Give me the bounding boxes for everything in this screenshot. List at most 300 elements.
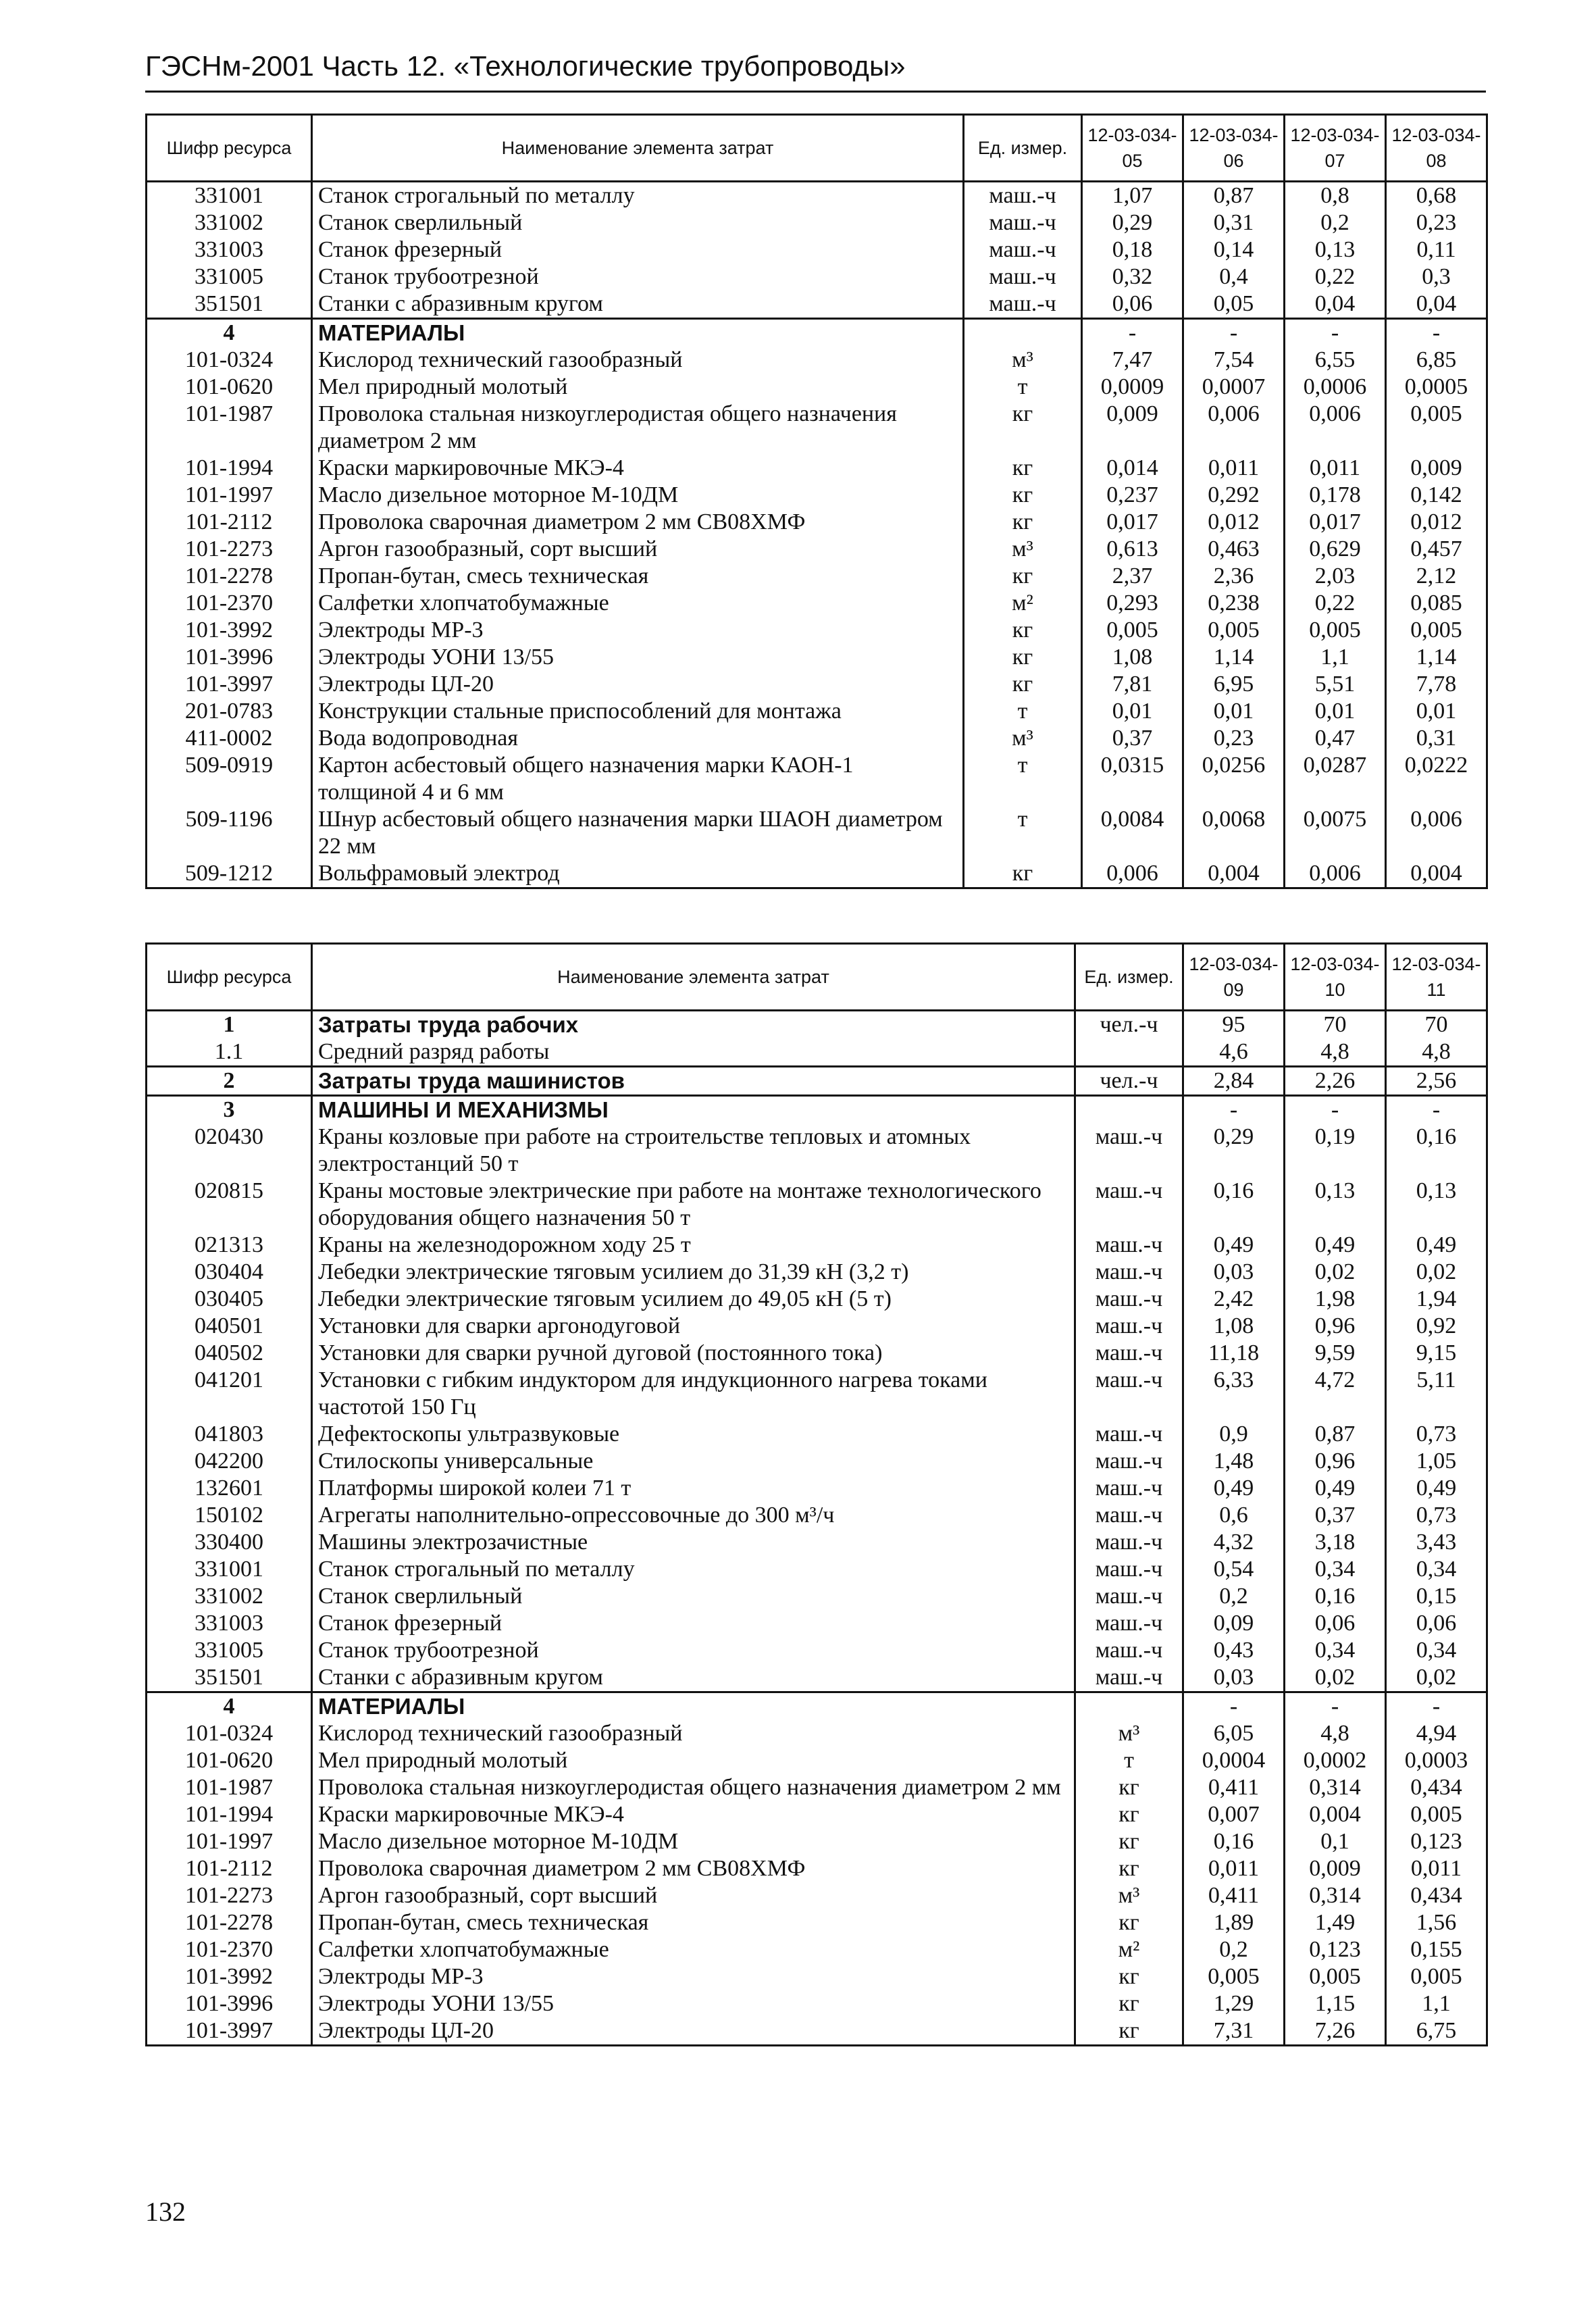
resource-value: 0,293 xyxy=(1082,590,1183,617)
resource-value: 0,49 xyxy=(1183,1475,1285,1502)
resource-unit: маш.-ч xyxy=(1075,1529,1183,1556)
resource-name: Салфетки хлопчатобумажные xyxy=(312,590,964,617)
resource-value: 0,04 xyxy=(1386,291,1487,319)
header-code: Шифр ресурса xyxy=(147,944,312,1011)
resource-unit: кг xyxy=(1075,1909,1183,1936)
page-number: 132 xyxy=(145,2196,186,2227)
resource-code: 101-1994 xyxy=(147,455,312,482)
table-row xyxy=(147,806,1487,860)
table-row xyxy=(147,1529,1487,1556)
resource-value: 0,006 xyxy=(1183,401,1285,455)
resource-value: 0,43 xyxy=(1183,1637,1285,1664)
resource-unit: м³ xyxy=(964,536,1082,563)
table-row xyxy=(147,1583,1487,1610)
resource-value: 0,87 xyxy=(1285,1421,1386,1448)
resource-value: 0,005 xyxy=(1386,617,1487,644)
table-row xyxy=(147,1882,1487,1909)
table-row xyxy=(147,1502,1487,1529)
resource-unit: маш.-ч xyxy=(1075,1502,1183,1529)
resource-value: 70 xyxy=(1386,1011,1487,1039)
resource-code: 101-0324 xyxy=(147,1720,312,1747)
resource-name: МАТЕРИАЛЫ xyxy=(312,319,964,347)
resource-code: 330400 xyxy=(147,1529,312,1556)
resource-unit: кг xyxy=(964,563,1082,590)
resource-name: Салфетки хлопчатобумажные xyxy=(312,1936,1075,1963)
resource-name: Средний разряд работы xyxy=(312,1038,1075,1067)
resource-value: 1,56 xyxy=(1386,1909,1487,1936)
resource-value: 0,006 xyxy=(1285,401,1386,455)
resource-name: Дефектоскопы ультразвуковые xyxy=(312,1421,1075,1448)
table-row xyxy=(147,752,1487,806)
resource-unit: маш.-ч xyxy=(1075,1637,1183,1664)
resource-value: - xyxy=(1183,1692,1285,1721)
resource-unit: кг xyxy=(964,509,1082,536)
resource-unit: маш.-ч xyxy=(1075,1313,1183,1340)
resource-value: 0,13 xyxy=(1386,1178,1487,1232)
resource-name: Мел природный молотый xyxy=(312,374,964,401)
resource-name: Установки для сварки аргонодуговой xyxy=(312,1313,1075,1340)
resource-unit: кг xyxy=(1075,1990,1183,2017)
resource-code: 101-1987 xyxy=(147,401,312,455)
table-row xyxy=(147,1855,1487,1882)
resource-name: Краны козловые при работе на строительстве тепловых и атомных электростанций 50 т xyxy=(312,1124,1075,1178)
resource-value: 1,1 xyxy=(1386,1990,1487,2017)
table-row xyxy=(147,536,1487,563)
resource-value: 2,12 xyxy=(1386,563,1487,590)
table-row xyxy=(147,263,1487,291)
table-row xyxy=(147,1801,1487,1828)
table-row xyxy=(147,1720,1487,1747)
resource-name: Аргон газообразный, сорт высший xyxy=(312,536,964,563)
resource-value: 1,07 xyxy=(1082,182,1183,210)
header-code: Шифр ресурса xyxy=(147,115,312,182)
table-header-row xyxy=(147,115,1487,182)
resource-name: Электроды УОНИ 13/55 xyxy=(312,1990,1075,2017)
resource-value: 70 xyxy=(1285,1011,1386,1039)
resource-code: 101-1987 xyxy=(147,1774,312,1801)
resource-value: 0,004 xyxy=(1183,860,1285,888)
page-header: ГЭСНм-2001 Часть 12. «Технологические трубопроводы» xyxy=(145,47,1486,93)
resource-value: 2,56 xyxy=(1386,1067,1487,1096)
resource-value: 0,49 xyxy=(1285,1232,1386,1259)
resource-value: 5,11 xyxy=(1386,1367,1487,1421)
resource-code: 351501 xyxy=(147,1664,312,1692)
table-row xyxy=(147,1286,1487,1313)
header-norm-code: 12-03-034-09 xyxy=(1183,944,1285,1011)
resource-value: 1,08 xyxy=(1082,644,1183,671)
resource-value: 0,37 xyxy=(1285,1502,1386,1529)
resource-unit: м² xyxy=(964,590,1082,617)
resource-unit: кг xyxy=(964,671,1082,698)
resource-value: 0,014 xyxy=(1082,455,1183,482)
resource-unit: кг xyxy=(964,617,1082,644)
resource-value: 0,05 xyxy=(1183,291,1285,319)
resource-unit xyxy=(1075,1038,1183,1067)
resource-unit: маш.-ч xyxy=(1075,1475,1183,1502)
resource-code: 4 xyxy=(147,1692,312,1721)
resource-unit: маш.-ч xyxy=(1075,1610,1183,1637)
resource-value: 0,0068 xyxy=(1183,806,1285,860)
table-row xyxy=(147,209,1487,236)
resource-code: 101-2273 xyxy=(147,536,312,563)
resource-unit: маш.-ч xyxy=(1075,1124,1183,1178)
resource-name: Пропан-бутан, смесь техническая xyxy=(312,563,964,590)
resource-code: 021313 xyxy=(147,1232,312,1259)
table-row xyxy=(147,1692,1487,1721)
resource-value: 1,14 xyxy=(1386,644,1487,671)
resource-value: 0,005 xyxy=(1386,401,1487,455)
resource-value: 95 xyxy=(1183,1011,1285,1039)
resource-value: 0,49 xyxy=(1183,1232,1285,1259)
resource-value: 0,1 xyxy=(1285,1828,1386,1855)
resource-value: 0,16 xyxy=(1183,1828,1285,1855)
resource-code: 040501 xyxy=(147,1313,312,1340)
resource-code: 101-1994 xyxy=(147,1801,312,1828)
resource-value: 0,9 xyxy=(1183,1421,1285,1448)
resource-value: 0,3 xyxy=(1386,263,1487,291)
resource-code: 030404 xyxy=(147,1259,312,1286)
table-row xyxy=(147,1963,1487,1990)
resource-name: Проволока стальная низкоуглеродистая общего назначения диаметром 2 мм xyxy=(312,1774,1075,1801)
resource-value: 0,01 xyxy=(1183,698,1285,725)
resource-unit: м³ xyxy=(1075,1720,1183,1747)
resource-unit: чел.-ч xyxy=(1075,1067,1183,1096)
resource-code: 101-3992 xyxy=(147,1963,312,1990)
resource-name: Электроды МР-3 xyxy=(312,617,964,644)
resource-unit: чел.-ч xyxy=(1075,1011,1183,1039)
resource-value: 1,94 xyxy=(1386,1286,1487,1313)
resource-value: 0,09 xyxy=(1183,1610,1285,1637)
resource-name: Затраты труда рабочих xyxy=(312,1011,1075,1039)
resource-unit: кг xyxy=(964,482,1082,509)
resource-value: 0,49 xyxy=(1386,1475,1487,1502)
table-row xyxy=(147,319,1487,347)
resource-value: 1,29 xyxy=(1183,1990,1285,2017)
resource-value: 0,178 xyxy=(1285,482,1386,509)
resource-value: 4,6 xyxy=(1183,1038,1285,1067)
resource-code: 509-1196 xyxy=(147,806,312,860)
resource-name: Станок фрезерный xyxy=(312,236,964,263)
resource-unit: м³ xyxy=(964,347,1082,374)
resource-value: 0,31 xyxy=(1183,209,1285,236)
resource-value: 7,26 xyxy=(1285,2017,1386,2046)
resource-name: Электроды ЦЛ-20 xyxy=(312,671,964,698)
resource-code: 030405 xyxy=(147,1286,312,1313)
resource-value: 0,22 xyxy=(1285,263,1386,291)
resource-value: 1,98 xyxy=(1285,1286,1386,1313)
table-row xyxy=(147,374,1487,401)
resource-value: 0,314 xyxy=(1285,1774,1386,1801)
resource-unit: маш.-ч xyxy=(1075,1664,1183,1692)
resource-unit: т xyxy=(964,374,1082,401)
resource-value: 0,005 xyxy=(1183,617,1285,644)
header-unit: Ед. измер. xyxy=(964,115,1082,182)
resource-unit: кг xyxy=(964,455,1082,482)
resource-code: 101-2273 xyxy=(147,1882,312,1909)
header-name: Наименование элемента затрат xyxy=(312,944,1075,1011)
table-row xyxy=(147,725,1487,752)
resource-name: Проволока стальная низкоуглеродистая общего назначения диаметром 2 мм xyxy=(312,401,964,455)
resource-value: 0,4 xyxy=(1183,263,1285,291)
resource-value: 4,8 xyxy=(1285,1720,1386,1747)
header-norm-code: 12-03-034-11 xyxy=(1386,944,1487,1011)
resource-value: 0,0005 xyxy=(1386,374,1487,401)
resource-value: 0,629 xyxy=(1285,536,1386,563)
table-row xyxy=(147,644,1487,671)
resource-value: 1,15 xyxy=(1285,1990,1386,2017)
resource-name: Агрегаты наполнительно-опрессовочные до 300 м³/ч xyxy=(312,1502,1075,1529)
resource-value: 1,49 xyxy=(1285,1909,1386,1936)
resource-code: 020430 xyxy=(147,1124,312,1178)
resource-unit: маш.-ч xyxy=(1075,1259,1183,1286)
table-row xyxy=(147,1828,1487,1855)
resource-value: 0,238 xyxy=(1183,590,1285,617)
resource-value: 6,75 xyxy=(1386,2017,1487,2046)
resource-name: Стилоскопы универсальные xyxy=(312,1448,1075,1475)
resource-value: 0,005 xyxy=(1386,1801,1487,1828)
resource-value: 0,005 xyxy=(1285,617,1386,644)
resource-name: Станок трубоотрезной xyxy=(312,263,964,291)
resource-value: 0,006 xyxy=(1082,860,1183,888)
resource-value: 0,2 xyxy=(1183,1936,1285,1963)
resource-value: 0,0006 xyxy=(1285,374,1386,401)
resource-value: 0,23 xyxy=(1183,725,1285,752)
resource-value: 2,03 xyxy=(1285,563,1386,590)
resource-code: 331003 xyxy=(147,236,312,263)
table-row xyxy=(147,1664,1487,1692)
header-norm-code: 12-03-034-06 xyxy=(1183,115,1285,182)
resource-name: МАТЕРИАЛЫ xyxy=(312,1692,1075,1721)
resource-value: 0,29 xyxy=(1183,1124,1285,1178)
resource-code: 101-2370 xyxy=(147,590,312,617)
resource-value: 0,49 xyxy=(1386,1232,1487,1259)
resource-name: Краны на железнодорожном ходу 25 т xyxy=(312,1232,1075,1259)
resource-value: 6,05 xyxy=(1183,1720,1285,1747)
resource-value: 0,463 xyxy=(1183,536,1285,563)
resource-code: 3 xyxy=(147,1096,312,1124)
resource-name: Краски маркировочные МКЭ-4 xyxy=(312,455,964,482)
table-row xyxy=(147,482,1487,509)
table-row xyxy=(147,2017,1487,2046)
resource-unit xyxy=(1075,1692,1183,1721)
resource-value: 0,0009 xyxy=(1082,374,1183,401)
resource-value: 0,34 xyxy=(1386,1556,1487,1583)
resource-value: - xyxy=(1285,319,1386,347)
resource-table-2 xyxy=(145,942,1488,2046)
resource-name: Краны мостовые электрические при работе на монтаже технологического оборудования общего назначения 50 т xyxy=(312,1178,1075,1232)
resource-unit: маш.-ч xyxy=(964,263,1082,291)
resource-value: 7,54 xyxy=(1183,347,1285,374)
resource-value: 0,0222 xyxy=(1386,752,1487,806)
resource-value: 0,11 xyxy=(1386,236,1487,263)
resource-code: 201-0783 xyxy=(147,698,312,725)
resource-value: 0,0007 xyxy=(1183,374,1285,401)
resource-code: 101-0620 xyxy=(147,374,312,401)
resource-code: 1 xyxy=(147,1011,312,1039)
resource-name: Конструкции стальные приспособлений для монтажа xyxy=(312,698,964,725)
resource-value: 4,8 xyxy=(1386,1038,1487,1067)
resource-value: 0,0002 xyxy=(1285,1747,1386,1774)
resource-value: 2,36 xyxy=(1183,563,1285,590)
resource-value: 3,43 xyxy=(1386,1529,1487,1556)
resource-name: Аргон газообразный, сорт высший xyxy=(312,1882,1075,1909)
resource-name: Электроды МР-3 xyxy=(312,1963,1075,1990)
header-norm-code: 12-03-034-07 xyxy=(1285,115,1386,182)
resource-value: 4,94 xyxy=(1386,1720,1487,1747)
resource-unit: т xyxy=(964,752,1082,806)
resource-value: 0,613 xyxy=(1082,536,1183,563)
resource-value: 0,96 xyxy=(1285,1448,1386,1475)
resource-value: 0,142 xyxy=(1386,482,1487,509)
resource-value: 0,54 xyxy=(1183,1556,1285,1583)
table-row xyxy=(147,1936,1487,1963)
resource-value: 0,005 xyxy=(1285,1963,1386,1990)
resource-unit: маш.-ч xyxy=(1075,1367,1183,1421)
resource-value: 2,37 xyxy=(1082,563,1183,590)
resource-value: 5,51 xyxy=(1285,671,1386,698)
resource-value: 0,457 xyxy=(1386,536,1487,563)
resource-code: 331002 xyxy=(147,209,312,236)
resource-name: Установки с гибким индуктором для индукционного нагрева токами частотой 150 Гц xyxy=(312,1367,1075,1421)
resource-value: 6,95 xyxy=(1183,671,1285,698)
resource-code: 101-3997 xyxy=(147,2017,312,2046)
resource-value: 1,89 xyxy=(1183,1909,1285,1936)
resource-value: 0,8 xyxy=(1285,182,1386,210)
resource-name: Станок сверлильный xyxy=(312,209,964,236)
resource-unit: кг xyxy=(964,860,1082,888)
resource-value: 0,04 xyxy=(1285,291,1386,319)
resource-value: 0,009 xyxy=(1082,401,1183,455)
resource-code: 101-1997 xyxy=(147,482,312,509)
resource-value: 1,08 xyxy=(1183,1313,1285,1340)
resource-value: 6,55 xyxy=(1285,347,1386,374)
resource-code: 041803 xyxy=(147,1421,312,1448)
resource-value: 0,06 xyxy=(1386,1610,1487,1637)
resource-value: 0,017 xyxy=(1082,509,1183,536)
resource-unit: кг xyxy=(1075,2017,1183,2046)
resource-value: 0,32 xyxy=(1082,263,1183,291)
resource-value: 2,42 xyxy=(1183,1286,1285,1313)
resource-value: 0,29 xyxy=(1082,209,1183,236)
resource-code: 101-2278 xyxy=(147,563,312,590)
resource-value: 0,004 xyxy=(1285,1801,1386,1828)
resource-value: 0,007 xyxy=(1183,1801,1285,1828)
resource-value: 0,03 xyxy=(1183,1664,1285,1692)
table-row xyxy=(147,1259,1487,1286)
resource-unit: маш.-ч xyxy=(964,236,1082,263)
resource-value: 0,34 xyxy=(1386,1637,1487,1664)
resource-value: 0,006 xyxy=(1285,860,1386,888)
resource-value: 0,017 xyxy=(1285,509,1386,536)
resource-unit: маш.-ч xyxy=(1075,1232,1183,1259)
resource-value: 0,0075 xyxy=(1285,806,1386,860)
table-row xyxy=(147,509,1487,536)
table-row xyxy=(147,1990,1487,2017)
table-row xyxy=(147,1340,1487,1367)
table-row xyxy=(147,698,1487,725)
resource-code: 040502 xyxy=(147,1340,312,1367)
resource-value: 0,13 xyxy=(1285,236,1386,263)
table-row xyxy=(147,1448,1487,1475)
table-row xyxy=(147,1421,1487,1448)
resource-code: 411-0002 xyxy=(147,725,312,752)
resource-name: Картон асбестовый общего назначения марки КАОН-1 толщиной 4 и 6 мм xyxy=(312,752,964,806)
resource-value: 9,15 xyxy=(1386,1340,1487,1367)
resource-code: 020815 xyxy=(147,1178,312,1232)
resource-code: 101-1997 xyxy=(147,1828,312,1855)
resource-value: 0,18 xyxy=(1082,236,1183,263)
resource-value: 0,87 xyxy=(1183,182,1285,210)
table-row xyxy=(147,860,1487,888)
resource-value: 0,006 xyxy=(1386,806,1487,860)
table-row xyxy=(147,1124,1487,1178)
resource-value: 9,59 xyxy=(1285,1340,1386,1367)
resource-value: 0,005 xyxy=(1183,1963,1285,1990)
table-row xyxy=(147,1637,1487,1664)
resource-name: Шнур асбестовый общего назначения марки ШАОН диаметром 22 мм xyxy=(312,806,964,860)
resource-unit: маш.-ч xyxy=(1075,1178,1183,1232)
resource-name: Станок сверлильный xyxy=(312,1583,1075,1610)
resource-value: 0,68 xyxy=(1386,182,1487,210)
resource-code: 1.1 xyxy=(147,1038,312,1067)
resource-code: 509-1212 xyxy=(147,860,312,888)
resource-value: 0,434 xyxy=(1386,1774,1487,1801)
resource-value: 0,085 xyxy=(1386,590,1487,617)
resource-name: Мел природный молотый xyxy=(312,1747,1075,1774)
table-row xyxy=(147,1747,1487,1774)
resource-code: 101-3997 xyxy=(147,671,312,698)
resource-value: 0,31 xyxy=(1386,725,1487,752)
resource-value: 0,011 xyxy=(1285,455,1386,482)
resource-value: - xyxy=(1285,1692,1386,1721)
resource-value: 0,92 xyxy=(1386,1313,1487,1340)
resource-name: Станок фрезерный xyxy=(312,1610,1075,1637)
resource-code: 351501 xyxy=(147,291,312,319)
resource-name: Станки с абразивным кругом xyxy=(312,1664,1075,1692)
table-row xyxy=(147,182,1487,210)
table-header-row xyxy=(147,944,1487,1011)
resource-value: 0,155 xyxy=(1386,1936,1487,1963)
table-row xyxy=(147,1610,1487,1637)
resource-value: 2,84 xyxy=(1183,1067,1285,1096)
header-name: Наименование элемента затрат xyxy=(312,115,964,182)
table-row xyxy=(147,1909,1487,1936)
resource-value: 0,2 xyxy=(1183,1583,1285,1610)
table-row xyxy=(147,1475,1487,1502)
resource-unit: маш.-ч xyxy=(964,291,1082,319)
resource-value: 0,16 xyxy=(1386,1124,1487,1178)
resource-value: 0,06 xyxy=(1082,291,1183,319)
resource-name: Станок трубоотрезной xyxy=(312,1637,1075,1664)
resource-value: 0,73 xyxy=(1386,1502,1487,1529)
resource-unit: кг xyxy=(1075,1828,1183,1855)
resource-value: 11,18 xyxy=(1183,1340,1285,1367)
resource-code: 2 xyxy=(147,1067,312,1096)
resource-value: 0,434 xyxy=(1386,1882,1487,1909)
resource-code: 101-0324 xyxy=(147,347,312,374)
resource-value: 0,0084 xyxy=(1082,806,1183,860)
resource-value: 0,34 xyxy=(1285,1556,1386,1583)
resource-code: 132601 xyxy=(147,1475,312,1502)
table-row xyxy=(147,291,1487,319)
table-row xyxy=(147,617,1487,644)
resource-value: 0,0256 xyxy=(1183,752,1285,806)
resource-value: 0,15 xyxy=(1386,1583,1487,1610)
resource-unit: т xyxy=(964,698,1082,725)
resource-name: Проволока сварочная диаметром 2 мм СВ08ХМФ xyxy=(312,1855,1075,1882)
table-row xyxy=(147,1774,1487,1801)
resource-value: 0,009 xyxy=(1386,455,1487,482)
